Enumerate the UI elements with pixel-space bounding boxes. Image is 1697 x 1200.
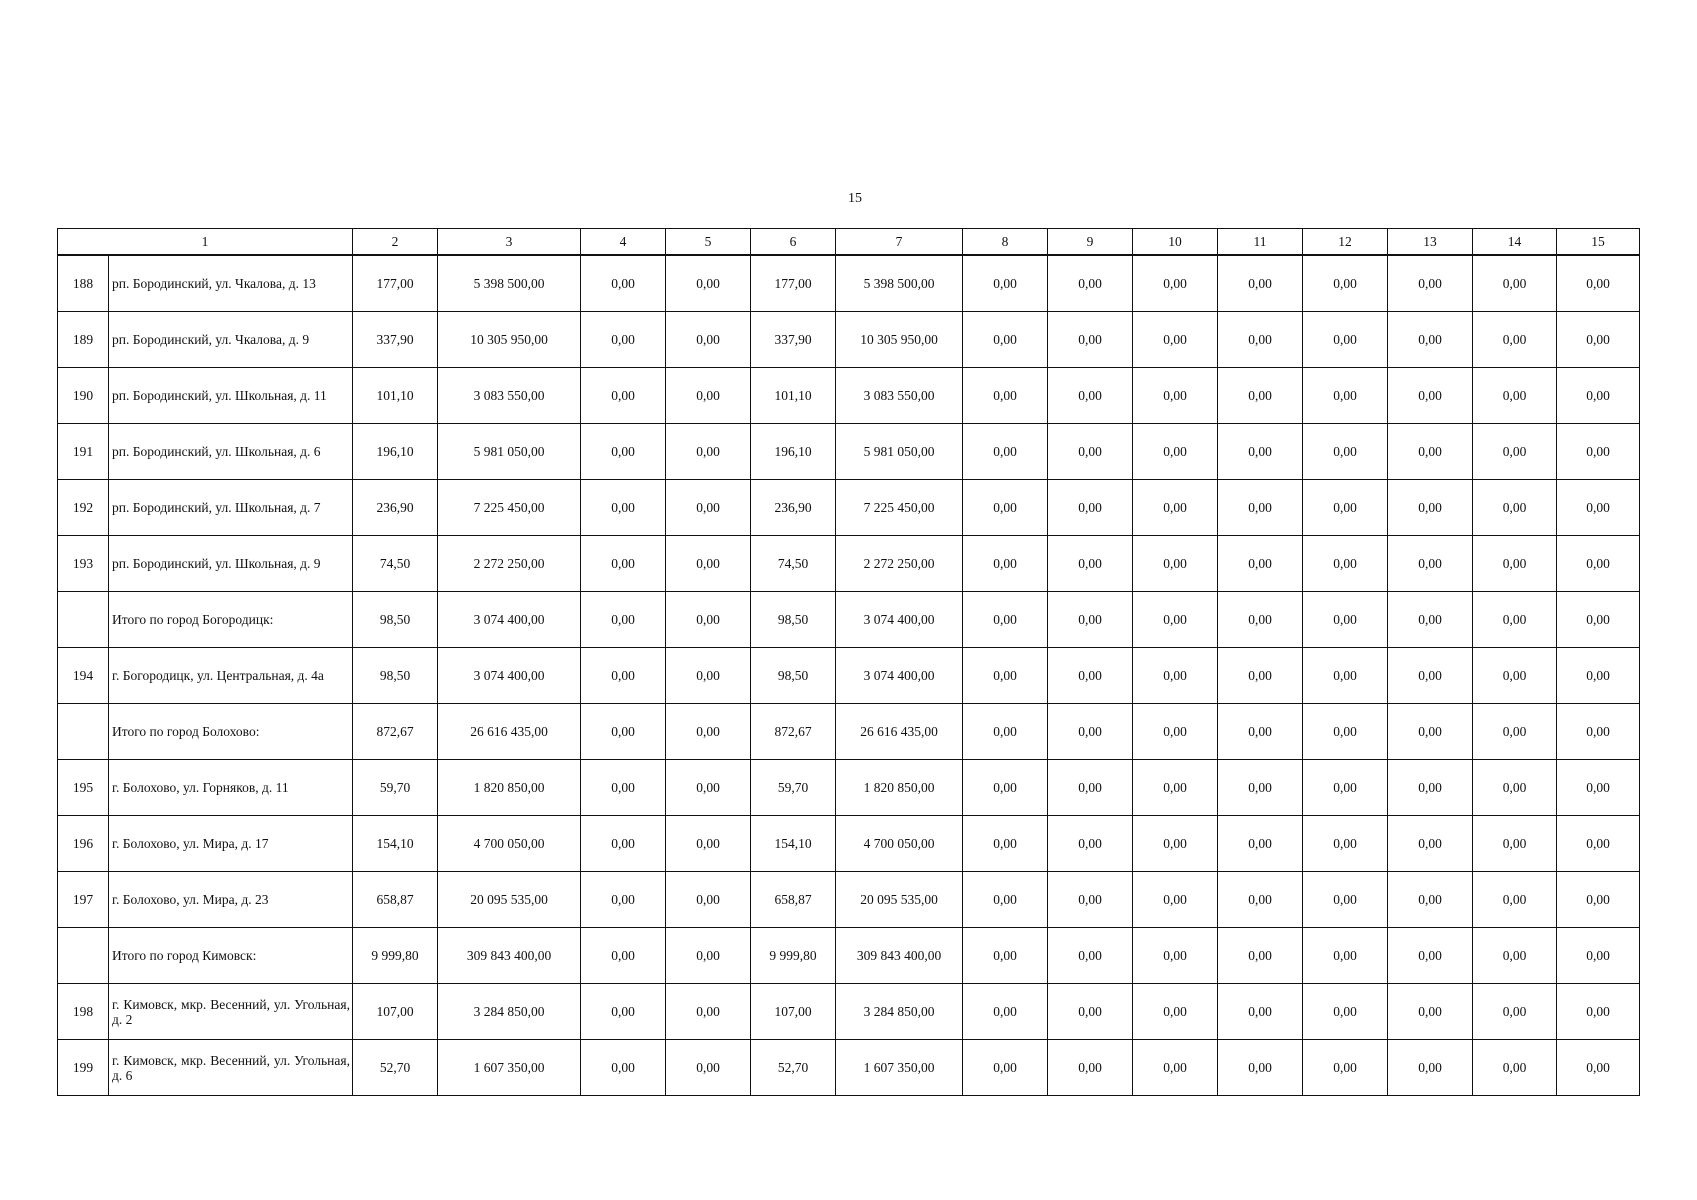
subtotal-row — [58, 704, 1640, 760]
column-number-header: 13 — [1388, 229, 1473, 256]
value-cell: 154,10 — [751, 816, 836, 872]
value-cell: 196,10 — [751, 424, 836, 480]
value-cell: 0,00 — [1557, 1040, 1640, 1096]
row-number-cell: 190 — [58, 368, 109, 424]
value-cell: 0,00 — [1557, 592, 1640, 648]
value-cell: 0,00 — [1218, 255, 1303, 312]
value-cell: 0,00 — [1218, 648, 1303, 704]
value-cell: 0,00 — [963, 592, 1048, 648]
value-cell: 0,00 — [963, 648, 1048, 704]
value-cell: 337,90 — [353, 312, 438, 368]
value-cell: 0,00 — [666, 480, 751, 536]
value-cell: 309 843 400,00 — [836, 928, 963, 984]
value-cell: 0,00 — [666, 648, 751, 704]
value-cell: 0,00 — [1388, 424, 1473, 480]
value-cell: 101,10 — [751, 368, 836, 424]
value-cell: 0,00 — [1218, 1040, 1303, 1096]
value-cell: 0,00 — [1218, 816, 1303, 872]
value-cell: 0,00 — [1388, 704, 1473, 760]
row-number-cell: 193 — [58, 536, 109, 592]
value-cell: 0,00 — [1473, 424, 1557, 480]
value-cell: 0,00 — [1133, 648, 1218, 704]
subtotal-label-cell: Итого по город Болохово: — [109, 704, 353, 760]
value-cell: 0,00 — [1303, 984, 1388, 1040]
value-cell: 5 398 500,00 — [836, 255, 963, 312]
value-cell: 0,00 — [1557, 648, 1640, 704]
value-cell: 0,00 — [581, 984, 666, 1040]
value-cell: 0,00 — [666, 816, 751, 872]
address-cell: г. Кимовск, мкр. Весенний, ул. Угольная, д. 6 — [109, 1040, 353, 1096]
table-row — [58, 760, 1640, 816]
value-cell: 0,00 — [1303, 424, 1388, 480]
value-cell: 0,00 — [1048, 704, 1133, 760]
column-number-header: 2 — [353, 229, 438, 256]
value-cell: 0,00 — [1388, 592, 1473, 648]
value-cell: 107,00 — [353, 984, 438, 1040]
value-cell: 0,00 — [1473, 984, 1557, 1040]
value-cell: 0,00 — [1303, 928, 1388, 984]
value-cell: 0,00 — [1048, 816, 1133, 872]
row-number-cell: 198 — [58, 984, 109, 1040]
value-cell: 0,00 — [1218, 872, 1303, 928]
value-cell: 0,00 — [1557, 368, 1640, 424]
value-cell: 0,00 — [1048, 255, 1133, 312]
value-cell: 0,00 — [963, 704, 1048, 760]
value-cell: 0,00 — [1133, 872, 1218, 928]
table-row — [58, 255, 1640, 312]
value-cell: 0,00 — [1133, 480, 1218, 536]
row-number-cell: 188 — [58, 255, 109, 312]
value-cell: 0,00 — [666, 424, 751, 480]
value-cell: 0,00 — [581, 312, 666, 368]
table-body — [58, 255, 1640, 1096]
value-cell: 9 999,80 — [751, 928, 836, 984]
value-cell: 0,00 — [963, 1040, 1048, 1096]
value-cell: 0,00 — [1133, 984, 1218, 1040]
value-cell: 0,00 — [1303, 312, 1388, 368]
value-cell: 0,00 — [1473, 592, 1557, 648]
value-cell: 0,00 — [1473, 872, 1557, 928]
value-cell: 0,00 — [666, 1040, 751, 1096]
table-row — [58, 480, 1640, 536]
value-cell: 0,00 — [666, 368, 751, 424]
value-cell: 0,00 — [1388, 255, 1473, 312]
address-cell: г. Болохово, ул. Мира, д. 23 — [109, 872, 353, 928]
column-number-header: 1 — [58, 229, 353, 256]
housing-register-table — [57, 228, 1640, 1096]
value-cell: 0,00 — [666, 255, 751, 312]
value-cell: 309 843 400,00 — [438, 928, 581, 984]
column-number-header: 15 — [1557, 229, 1640, 256]
value-cell: 0,00 — [1218, 424, 1303, 480]
column-number-header: 8 — [963, 229, 1048, 256]
address-cell: рп. Бородинский, ул. Чкалова, д. 13 — [109, 255, 353, 312]
value-cell: 0,00 — [666, 928, 751, 984]
value-cell: 0,00 — [666, 592, 751, 648]
value-cell: 0,00 — [1557, 872, 1640, 928]
value-cell: 0,00 — [1557, 704, 1640, 760]
value-cell: 0,00 — [1473, 760, 1557, 816]
row-number-cell — [58, 928, 109, 984]
value-cell: 0,00 — [963, 760, 1048, 816]
value-cell: 0,00 — [1303, 816, 1388, 872]
value-cell: 0,00 — [581, 1040, 666, 1096]
value-cell: 3 074 400,00 — [438, 592, 581, 648]
value-cell: 26 616 435,00 — [836, 704, 963, 760]
value-cell: 0,00 — [1473, 255, 1557, 312]
value-cell: 0,00 — [1303, 592, 1388, 648]
value-cell: 98,50 — [353, 592, 438, 648]
value-cell: 0,00 — [666, 536, 751, 592]
value-cell: 0,00 — [1303, 760, 1388, 816]
subtotal-label-cell: Итого по город Богородицк: — [109, 592, 353, 648]
value-cell: 872,67 — [353, 704, 438, 760]
value-cell: 0,00 — [963, 368, 1048, 424]
row-number-cell: 191 — [58, 424, 109, 480]
value-cell: 0,00 — [1388, 536, 1473, 592]
value-cell: 0,00 — [1388, 816, 1473, 872]
value-cell: 658,87 — [353, 872, 438, 928]
value-cell: 3 284 850,00 — [836, 984, 963, 1040]
value-cell: 0,00 — [1218, 368, 1303, 424]
value-cell: 5 981 050,00 — [438, 424, 581, 480]
value-cell: 2 272 250,00 — [438, 536, 581, 592]
value-cell: 0,00 — [1557, 816, 1640, 872]
subtotal-row — [58, 592, 1640, 648]
value-cell: 0,00 — [1133, 255, 1218, 312]
address-cell: г. Богородицк, ул. Центральная, д. 4а — [109, 648, 353, 704]
value-cell: 0,00 — [666, 312, 751, 368]
table-row — [58, 872, 1640, 928]
value-cell: 10 305 950,00 — [836, 312, 963, 368]
value-cell: 7 225 450,00 — [836, 480, 963, 536]
value-cell: 0,00 — [963, 928, 1048, 984]
value-cell: 658,87 — [751, 872, 836, 928]
table-row — [58, 648, 1640, 704]
value-cell: 0,00 — [1218, 984, 1303, 1040]
column-number-header: 7 — [836, 229, 963, 256]
value-cell: 0,00 — [1473, 312, 1557, 368]
value-cell: 0,00 — [1557, 255, 1640, 312]
value-cell: 0,00 — [963, 984, 1048, 1040]
value-cell: 0,00 — [1218, 592, 1303, 648]
value-cell: 0,00 — [1473, 536, 1557, 592]
value-cell: 0,00 — [1048, 480, 1133, 536]
value-cell: 0,00 — [1303, 648, 1388, 704]
address-cell: г. Болохово, ул. Мира, д. 17 — [109, 816, 353, 872]
value-cell: 0,00 — [963, 536, 1048, 592]
value-cell: 0,00 — [1303, 704, 1388, 760]
value-cell: 0,00 — [1218, 312, 1303, 368]
table-row — [58, 816, 1640, 872]
row-number-cell — [58, 592, 109, 648]
value-cell: 0,00 — [1388, 480, 1473, 536]
value-cell: 0,00 — [1557, 928, 1640, 984]
value-cell: 0,00 — [581, 480, 666, 536]
value-cell: 0,00 — [1218, 760, 1303, 816]
subtotal-row — [58, 928, 1640, 984]
address-cell: рп. Бородинский, ул. Школьная, д. 9 — [109, 536, 353, 592]
row-number-cell: 199 — [58, 1040, 109, 1096]
value-cell: 0,00 — [1048, 312, 1133, 368]
value-cell: 0,00 — [1048, 872, 1133, 928]
value-cell: 0,00 — [1303, 1040, 1388, 1096]
value-cell: 9 999,80 — [353, 928, 438, 984]
value-cell: 0,00 — [581, 872, 666, 928]
column-number-header: 6 — [751, 229, 836, 256]
value-cell: 10 305 950,00 — [438, 312, 581, 368]
value-cell: 236,90 — [353, 480, 438, 536]
value-cell: 177,00 — [751, 255, 836, 312]
value-cell: 4 700 050,00 — [836, 816, 963, 872]
value-cell: 0,00 — [1218, 480, 1303, 536]
value-cell: 20 095 535,00 — [836, 872, 963, 928]
value-cell: 0,00 — [581, 536, 666, 592]
value-cell: 0,00 — [963, 480, 1048, 536]
value-cell: 0,00 — [666, 984, 751, 1040]
row-number-cell: 194 — [58, 648, 109, 704]
value-cell: 0,00 — [1557, 760, 1640, 816]
value-cell: 0,00 — [581, 648, 666, 704]
value-cell: 0,00 — [1388, 984, 1473, 1040]
column-number-header: 12 — [1303, 229, 1388, 256]
value-cell: 0,00 — [1048, 648, 1133, 704]
column-number-header: 3 — [438, 229, 581, 256]
value-cell: 0,00 — [1473, 928, 1557, 984]
value-cell: 0,00 — [1388, 760, 1473, 816]
column-number-header: 4 — [581, 229, 666, 256]
value-cell: 196,10 — [353, 424, 438, 480]
address-cell: рп. Бородинский, ул. Школьная, д. 7 — [109, 480, 353, 536]
value-cell: 0,00 — [581, 368, 666, 424]
value-cell: 3 083 550,00 — [438, 368, 581, 424]
address-cell: рп. Бородинский, ул. Школьная, д. 11 — [109, 368, 353, 424]
value-cell: 0,00 — [1048, 1040, 1133, 1096]
value-cell: 98,50 — [751, 592, 836, 648]
value-cell: 0,00 — [1048, 592, 1133, 648]
value-cell: 0,00 — [1303, 480, 1388, 536]
value-cell: 0,00 — [1388, 368, 1473, 424]
value-cell: 3 074 400,00 — [438, 648, 581, 704]
value-cell: 0,00 — [581, 424, 666, 480]
value-cell: 3 074 400,00 — [836, 648, 963, 704]
value-cell: 0,00 — [1303, 872, 1388, 928]
value-cell: 0,00 — [1473, 368, 1557, 424]
value-cell: 59,70 — [353, 760, 438, 816]
table-row — [58, 368, 1640, 424]
value-cell: 1 820 850,00 — [836, 760, 963, 816]
value-cell: 3 074 400,00 — [836, 592, 963, 648]
value-cell: 0,00 — [666, 760, 751, 816]
value-cell: 0,00 — [1473, 704, 1557, 760]
table-row — [58, 312, 1640, 368]
value-cell: 177,00 — [353, 255, 438, 312]
value-cell: 0,00 — [666, 872, 751, 928]
value-cell: 0,00 — [1303, 536, 1388, 592]
value-cell: 0,00 — [1048, 984, 1133, 1040]
value-cell: 3 083 550,00 — [836, 368, 963, 424]
value-cell: 0,00 — [1473, 648, 1557, 704]
value-cell: 0,00 — [1557, 424, 1640, 480]
column-number-header: 5 — [666, 229, 751, 256]
value-cell: 1 607 350,00 — [438, 1040, 581, 1096]
column-number-header-row — [58, 229, 1640, 256]
value-cell: 0,00 — [1133, 592, 1218, 648]
value-cell: 26 616 435,00 — [438, 704, 581, 760]
value-cell: 0,00 — [581, 255, 666, 312]
table-row — [58, 984, 1640, 1040]
table-row — [58, 1040, 1640, 1096]
value-cell: 236,90 — [751, 480, 836, 536]
value-cell: 0,00 — [1133, 424, 1218, 480]
value-cell: 107,00 — [751, 984, 836, 1040]
value-cell: 0,00 — [1048, 928, 1133, 984]
value-cell: 2 272 250,00 — [836, 536, 963, 592]
address-cell: рп. Бородинский, ул. Чкалова, д. 9 — [109, 312, 353, 368]
address-cell: г. Кимовск, мкр. Весенний, ул. Угольная, д. 2 — [109, 984, 353, 1040]
column-number-header: 14 — [1473, 229, 1557, 256]
value-cell: 0,00 — [581, 816, 666, 872]
table-row — [58, 424, 1640, 480]
value-cell: 4 700 050,00 — [438, 816, 581, 872]
value-cell: 0,00 — [1388, 648, 1473, 704]
value-cell: 1 607 350,00 — [836, 1040, 963, 1096]
table-row — [58, 536, 1640, 592]
value-cell: 0,00 — [1218, 928, 1303, 984]
value-cell: 52,70 — [751, 1040, 836, 1096]
value-cell: 0,00 — [963, 872, 1048, 928]
column-number-header: 11 — [1218, 229, 1303, 256]
value-cell: 0,00 — [1048, 368, 1133, 424]
value-cell: 0,00 — [1473, 816, 1557, 872]
row-number-cell: 189 — [58, 312, 109, 368]
address-cell: г. Болохово, ул. Горняков, д. 11 — [109, 760, 353, 816]
value-cell: 74,50 — [751, 536, 836, 592]
value-cell: 0,00 — [1218, 536, 1303, 592]
value-cell: 20 095 535,00 — [438, 872, 581, 928]
value-cell: 101,10 — [353, 368, 438, 424]
value-cell: 0,00 — [581, 928, 666, 984]
row-number-cell: 195 — [58, 760, 109, 816]
row-number-cell: 197 — [58, 872, 109, 928]
value-cell: 0,00 — [1048, 424, 1133, 480]
value-cell: 0,00 — [1133, 368, 1218, 424]
value-cell: 98,50 — [353, 648, 438, 704]
value-cell: 0,00 — [963, 312, 1048, 368]
row-number-cell: 196 — [58, 816, 109, 872]
value-cell: 1 820 850,00 — [438, 760, 581, 816]
value-cell: 0,00 — [963, 255, 1048, 312]
value-cell: 0,00 — [1133, 816, 1218, 872]
value-cell: 0,00 — [1388, 312, 1473, 368]
value-cell: 0,00 — [1557, 480, 1640, 536]
value-cell: 0,00 — [963, 816, 1048, 872]
value-cell: 0,00 — [1048, 536, 1133, 592]
value-cell: 0,00 — [1388, 1040, 1473, 1096]
value-cell: 0,00 — [1388, 928, 1473, 984]
value-cell: 0,00 — [1048, 760, 1133, 816]
value-cell: 5 981 050,00 — [836, 424, 963, 480]
value-cell: 0,00 — [581, 704, 666, 760]
value-cell: 3 284 850,00 — [438, 984, 581, 1040]
column-number-header: 10 — [1133, 229, 1218, 256]
row-number-cell — [58, 704, 109, 760]
value-cell: 0,00 — [963, 424, 1048, 480]
value-cell: 98,50 — [751, 648, 836, 704]
value-cell: 872,67 — [751, 704, 836, 760]
value-cell: 0,00 — [1303, 368, 1388, 424]
value-cell: 154,10 — [353, 816, 438, 872]
value-cell: 0,00 — [581, 760, 666, 816]
row-number-cell: 192 — [58, 480, 109, 536]
value-cell: 59,70 — [751, 760, 836, 816]
page-number: 15 — [848, 191, 862, 206]
value-cell: 0,00 — [1133, 928, 1218, 984]
value-cell: 0,00 — [1557, 536, 1640, 592]
value-cell: 0,00 — [1133, 760, 1218, 816]
value-cell: 52,70 — [353, 1040, 438, 1096]
value-cell: 0,00 — [666, 704, 751, 760]
address-cell: рп. Бородинский, ул. Школьная, д. 6 — [109, 424, 353, 480]
value-cell: 0,00 — [1133, 312, 1218, 368]
value-cell: 0,00 — [1303, 255, 1388, 312]
subtotal-label-cell: Итого по город Кимовск: — [109, 928, 353, 984]
value-cell: 0,00 — [581, 592, 666, 648]
value-cell: 0,00 — [1473, 1040, 1557, 1096]
value-cell: 0,00 — [1557, 984, 1640, 1040]
column-number-header: 9 — [1048, 229, 1133, 256]
value-cell: 74,50 — [353, 536, 438, 592]
value-cell: 0,00 — [1133, 704, 1218, 760]
value-cell: 0,00 — [1557, 312, 1640, 368]
value-cell: 337,90 — [751, 312, 836, 368]
value-cell: 5 398 500,00 — [438, 255, 581, 312]
value-cell: 0,00 — [1388, 872, 1473, 928]
value-cell: 7 225 450,00 — [438, 480, 581, 536]
value-cell: 0,00 — [1133, 536, 1218, 592]
value-cell: 0,00 — [1218, 704, 1303, 760]
value-cell: 0,00 — [1133, 1040, 1218, 1096]
value-cell: 0,00 — [1473, 480, 1557, 536]
